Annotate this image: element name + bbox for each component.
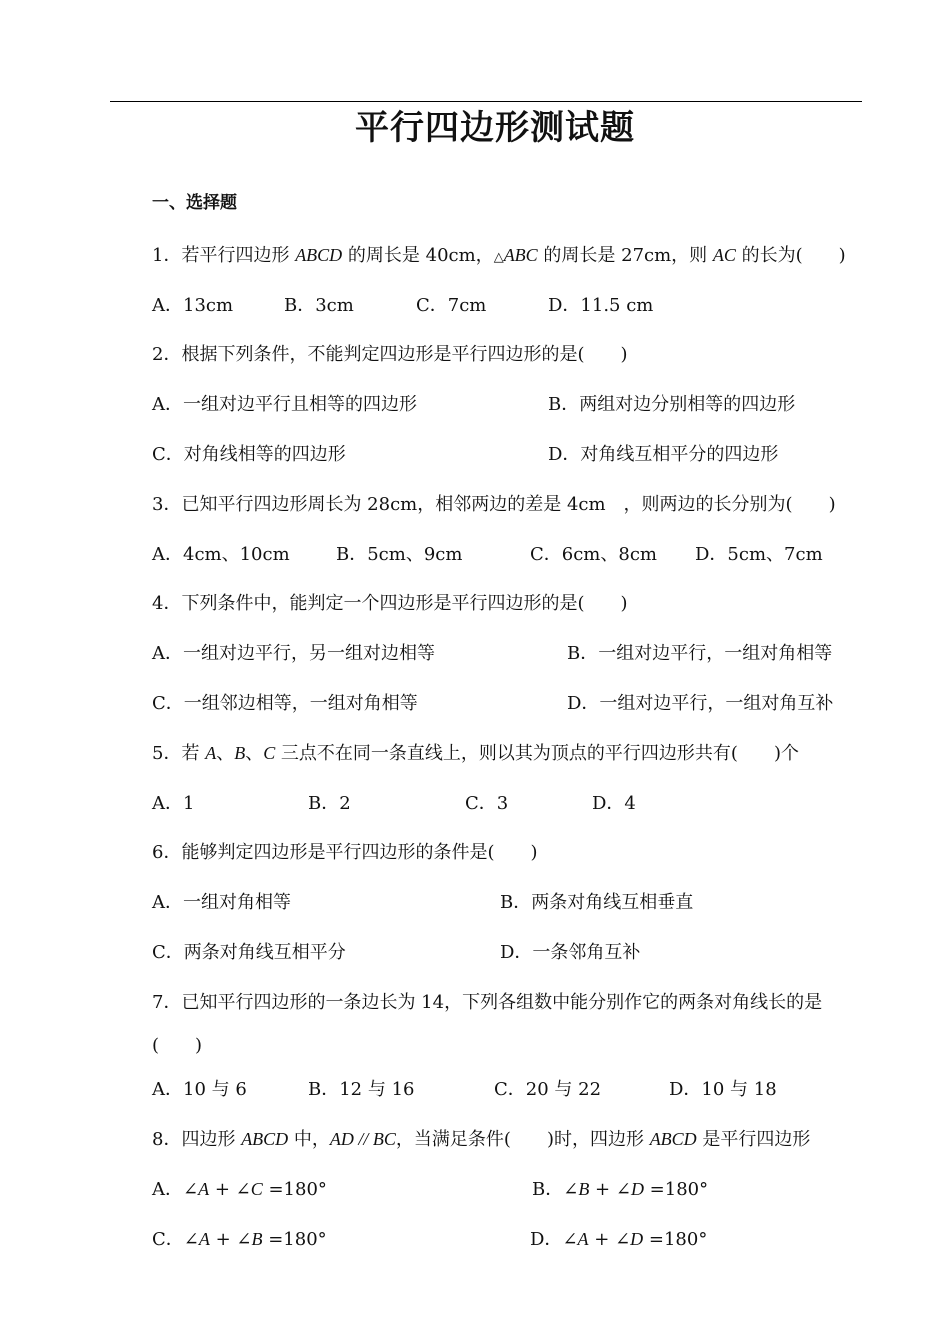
angle-symbol: ∠	[563, 1179, 579, 1200]
q8-option-b[interactable]	[532, 1175, 708, 1201]
option-label: A．	[152, 1179, 183, 1200]
option-operator: +	[209, 1229, 237, 1250]
question-5	[152, 739, 799, 765]
question-1-var: ABCD	[295, 245, 343, 265]
q6-option-c[interactable]: C．两条对角线互相平分	[152, 942, 346, 963]
angle-symbol: ∠	[615, 1179, 631, 1200]
q4-option-c[interactable]: C．一组邻边相等，一组对角相等	[152, 693, 418, 714]
q2-option-a[interactable]: A．一组对边平行且相等的四边形	[152, 394, 417, 415]
q2-option-c[interactable]: C．对角线相等的四边形	[152, 444, 346, 465]
question-1-var: ABC	[503, 245, 538, 265]
q7-option-d[interactable]: D．10 与 18	[669, 1079, 777, 1100]
question-5-var: B	[234, 743, 246, 763]
question-8-var: ABCD	[241, 1129, 289, 1149]
option-operator: +	[589, 1179, 616, 1200]
angle-symbol: ∠	[183, 1229, 199, 1250]
q5-option-c[interactable]: C．3	[465, 793, 509, 814]
q3-option-b[interactable]: B．5cm、9cm	[336, 544, 463, 565]
triangle-symbol: △	[493, 250, 504, 265]
question-8	[152, 1125, 810, 1151]
option-label: B．	[532, 1179, 564, 1200]
question-8-var: ABCD	[649, 1129, 697, 1149]
q6-option-a[interactable]: A．一组对角相等	[152, 892, 291, 913]
q8-option-a[interactable]	[152, 1175, 327, 1201]
page-title: 平行四边形测试题	[355, 108, 635, 148]
q6-option-d[interactable]: D．一条邻角互补	[500, 942, 641, 963]
option-var: D	[630, 1179, 644, 1199]
q6-option-b[interactable]: B．两条对角线互相垂直	[500, 892, 694, 913]
q2-option-b[interactable]: B．两组对边分别相等的四边形	[548, 394, 796, 415]
option-var: A	[577, 1229, 589, 1249]
angle-symbol: ∠	[615, 1229, 631, 1250]
question-5-text: 三点不在同一条直线上，则以其为顶点的平行四边形共有( )个	[275, 743, 799, 764]
q7-option-b[interactable]: B．12 与 16	[308, 1079, 415, 1100]
q8-option-d[interactable]	[530, 1225, 707, 1251]
question-8-text: 8．四边形	[152, 1129, 242, 1150]
section-heading: 一、选择题	[152, 193, 237, 213]
q5-option-b[interactable]: B．2	[308, 793, 351, 814]
q4-option-a[interactable]: A．一组对边平行，另一组对边相等	[152, 643, 435, 664]
question-1	[152, 241, 846, 267]
q5-option-d[interactable]: D．4	[592, 793, 636, 814]
option-equation: =180°	[262, 1179, 327, 1200]
angle-symbol: ∠	[183, 1179, 199, 1200]
question-2: 2．根据下列条件，不能判定四边形是平行四边形的是( )	[152, 344, 628, 365]
q4-option-d[interactable]: D．一组对边平行，一组对角互补	[567, 693, 834, 714]
question-7-blank: ( )	[152, 1035, 203, 1056]
q4-option-b[interactable]: B．一组对边平行，一组对角相等	[567, 643, 833, 664]
q8-option-c[interactable]	[152, 1225, 327, 1251]
angle-symbol: ∠	[562, 1229, 578, 1250]
question-5-text: 、	[216, 743, 235, 764]
q5-option-a[interactable]: A．1	[152, 793, 195, 814]
option-equation: =180°	[643, 1229, 708, 1250]
question-1-text: 的长为( )	[735, 245, 846, 266]
q7-option-c[interactable]: C．20 与 22	[494, 1079, 602, 1100]
angle-symbol: ∠	[236, 1229, 252, 1250]
question-5-text: 、	[245, 743, 264, 764]
option-label: C．	[152, 1229, 184, 1250]
question-1-var: AC	[712, 245, 736, 265]
option-var: B	[578, 1179, 590, 1199]
question-8-var: AD // BC	[329, 1129, 396, 1149]
option-label: D．	[530, 1229, 563, 1250]
question-8-text: 中，	[288, 1129, 330, 1150]
q3-option-a[interactable]: A．4cm、10cm	[152, 544, 290, 565]
question-4: 4．下列条件中，能判定一个四边形是平行四边形的是( )	[152, 593, 628, 614]
question-8-text: 是平行四边形	[696, 1129, 811, 1150]
question-1-text: 的周长是 40cm，	[342, 245, 494, 266]
option-var: C	[250, 1179, 263, 1199]
option-var: B	[251, 1229, 263, 1249]
q3-option-d[interactable]: D．5cm、7cm	[695, 544, 823, 565]
q3-option-c[interactable]: C．6cm、8cm	[530, 544, 657, 565]
option-var: A	[198, 1179, 210, 1199]
question-1-text: 1．若平行四边形	[152, 245, 296, 266]
question-3: 3．已知平行四边形周长为 28cm，相邻两边的差是 4cm ，则两边的长分别为( )	[152, 494, 836, 515]
question-5-var: A	[205, 743, 217, 763]
q7-option-a[interactable]: A．10 与 6	[152, 1079, 247, 1100]
option-operator: +	[209, 1179, 236, 1200]
question-7: 7．已知平行四边形的一条边长为 14，下列各组数中能分别作它的两条对角线长的是	[152, 992, 823, 1013]
option-equation: =180°	[262, 1229, 327, 1250]
q1-option-a[interactable]: A．13cm	[152, 295, 234, 316]
q1-option-c[interactable]: C．7cm	[416, 295, 487, 316]
question-5-text: 5．若	[152, 743, 206, 764]
option-var: A	[198, 1229, 210, 1249]
q2-option-d[interactable]: D．对角线互相平分的四边形	[548, 444, 779, 465]
q1-option-b[interactable]: B．3cm	[284, 295, 354, 316]
option-operator: +	[588, 1229, 616, 1250]
question-8-text: ，当满足条件( )时，四边形	[395, 1129, 650, 1150]
question-6: 6．能够判定四边形是平行四边形的条件是( )	[152, 842, 538, 863]
question-1-text: 的周长是 27cm，则	[537, 245, 713, 266]
angle-symbol: ∠	[235, 1179, 251, 1200]
option-equation: =180°	[643, 1179, 709, 1200]
question-5-var: C	[263, 743, 276, 763]
option-var: D	[630, 1229, 644, 1249]
q1-option-d[interactable]: D．11.5 cm	[548, 295, 654, 316]
